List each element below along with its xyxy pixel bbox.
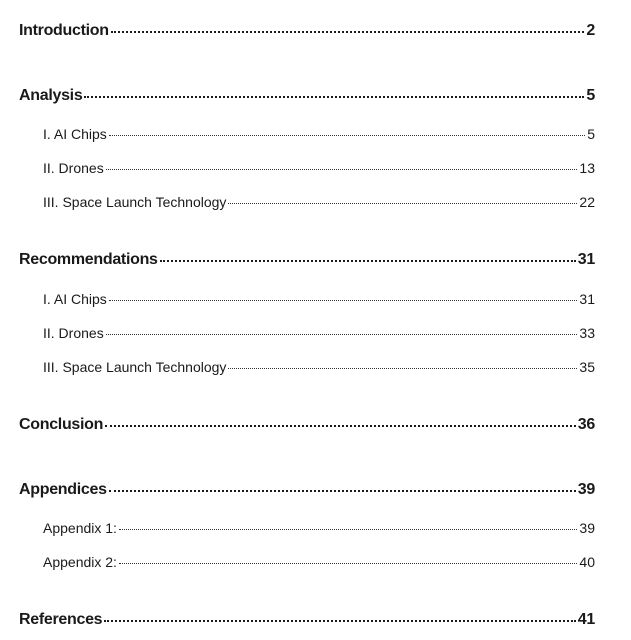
toc-entry-conclusion[interactable] (19, 413, 595, 434)
toc-entry-label: Introduction (19, 22, 109, 39)
dot-leader (160, 248, 576, 264)
toc-subentry-label: II. Drones (43, 160, 104, 176)
toc-subentry-page: 31 (579, 291, 595, 307)
dot-leader (109, 290, 578, 304)
toc-subentry-page: 40 (579, 554, 595, 570)
toc-subentry-label: Appendix 1: (43, 520, 117, 536)
toc-subentry-appendix-2[interactable] (43, 553, 595, 570)
dot-leader (106, 324, 578, 338)
toc-entry-label: References (19, 611, 103, 628)
toc-subentry-label: I. AI Chips (43, 291, 107, 307)
toc-entry-page: 5 (586, 87, 595, 104)
toc-subentry-recommendations-ai-chips[interactable] (43, 290, 595, 307)
toc-entry-analysis[interactable] (19, 84, 595, 105)
dot-leader (104, 608, 576, 624)
toc-entry-label: Recommendations (19, 251, 158, 268)
toc-entry-label: Appendices (19, 481, 107, 498)
dot-leader (106, 159, 578, 173)
dot-leader (228, 358, 577, 372)
toc-subentry-page: 13 (579, 160, 595, 176)
toc-subentry-label: Appendix 2: (43, 554, 117, 570)
dot-leader (105, 413, 576, 429)
dot-leader (84, 84, 584, 100)
toc-subentry-analysis-drones[interactable] (43, 159, 595, 176)
toc-entry-page: 41 (577, 611, 595, 628)
toc-subentry-page: 22 (579, 194, 595, 210)
toc-entry-introduction[interactable] (19, 19, 595, 40)
toc-subentry-recommendations-space-launch[interactable] (43, 358, 595, 375)
toc-subentry-label: II. Drones (43, 325, 104, 341)
toc-subentry-page: 35 (579, 359, 595, 375)
toc-entry-page: 39 (577, 481, 595, 498)
toc-entry-recommendations[interactable] (19, 248, 595, 269)
toc-entry-page: 36 (577, 416, 595, 433)
toc-subentry-page: 33 (579, 325, 595, 341)
toc-entry-page: 2 (586, 22, 595, 39)
toc-subentry-label: I. AI Chips (43, 126, 107, 142)
toc-entry-label: Conclusion (19, 416, 104, 433)
toc-entry-references[interactable] (19, 608, 595, 629)
dot-leader (119, 519, 577, 533)
toc-subentry-recommendations-drones[interactable] (43, 324, 595, 341)
toc-subentry-analysis-ai-chips[interactable] (43, 125, 595, 142)
toc-subentry-page: 5 (587, 126, 595, 142)
toc-subentry-appendix-1[interactable] (43, 519, 595, 536)
toc-subentry-label: III. Space Launch Technology (43, 194, 227, 210)
dot-leader (228, 193, 577, 207)
dot-leader (111, 19, 585, 35)
dot-leader (109, 478, 576, 494)
toc-entry-label: Analysis (19, 87, 83, 104)
toc-subentry-label: III. Space Launch Technology (43, 359, 227, 375)
toc-subentry-page: 39 (579, 520, 595, 536)
toc-subentry-analysis-space-launch[interactable] (43, 193, 595, 210)
dot-leader (119, 553, 577, 567)
toc-entry-page: 31 (577, 251, 595, 268)
dot-leader (109, 125, 585, 139)
toc-entry-appendices[interactable] (19, 478, 595, 499)
